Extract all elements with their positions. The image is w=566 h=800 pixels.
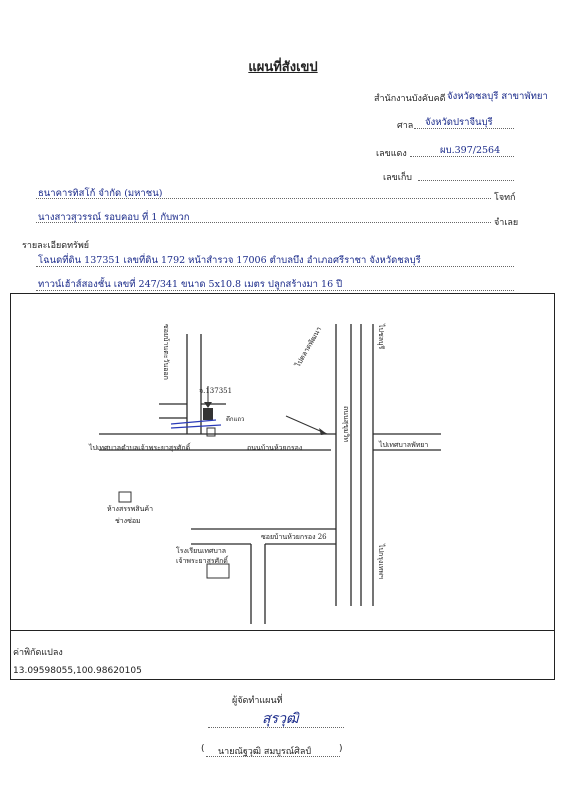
case-red-label: เลขแดง [376, 149, 407, 159]
property-marker [203, 408, 213, 420]
soi-top-label: ซอยบ้านตะวันออก [162, 324, 170, 380]
property-section-label: รายละเอียดทรัพย์ [22, 241, 90, 251]
map-panel [10, 293, 555, 631]
coords-value: 13.09598055,100.98620105 [13, 666, 142, 676]
to-chonburi-label: ไปชลบุรี [377, 324, 385, 350]
page-title: แผนที่สังเขป [248, 60, 318, 75]
signature: สุรวุฒิ [262, 711, 299, 727]
coords-label: ค่าพิกัดแปลง [13, 648, 63, 658]
maker-name: นายณัฐวุฒิ สมบูรณ์ศิลป์ [218, 747, 312, 757]
office-label: สำนักงานบังคับคดี [374, 94, 446, 104]
road-main-right-label: ถนนบ้านห้วยกรอง [247, 444, 303, 452]
house-icon [207, 428, 215, 436]
plaintiff-role: โจทก์ [494, 193, 516, 203]
sketch-map [11, 294, 554, 630]
court-label: ศาล [397, 121, 414, 131]
property-line-1: โฉนดที่ดิน 137351 เลขที่ดิน 1792 หน้าสำรวจ 17006 ตำบลบึง อำเภอศรีราชา จังหวัดชลบุรี [38, 255, 421, 266]
case-black-label: เลขเก็บ [383, 173, 412, 183]
name-close-paren: ) [339, 744, 343, 754]
plaintiff-name: ธนาคารทิสโก้ จำกัด (มหาชน) [38, 188, 163, 199]
soi-bottom-label: ซอยบ้านห้วยกรอง 26 [261, 533, 327, 541]
coords-panel [10, 629, 555, 680]
village-label: ตึกแถว [226, 416, 245, 423]
office-value: จังหวัดชลบุรี สาขาพัทยา [447, 91, 548, 102]
to-bangkok-label: ไปกรุงเทพฯ [377, 544, 385, 579]
hwy-right-label: ไปเทศบาลพัทยา [379, 441, 429, 449]
road-to-market-label: ไปตลาดพัฒนา [293, 325, 324, 369]
landmark-2b-label: เจ้าพระยาสุรศักดิ์ [176, 557, 228, 565]
landmark-1-box [119, 492, 131, 502]
defendant-role: จำเลย [494, 218, 519, 228]
maker-label: ผู้จัดทำแผนที่ [232, 696, 283, 706]
case-red-value: ผบ.397/2564 [440, 145, 501, 156]
deed-label: จ.137351 [199, 387, 233, 395]
road-main-left-label: ไปเทศบาลตำบลเจ้าพระยาสุรศักดิ์ [89, 444, 191, 452]
landmark-1b-label: ช่างซ่อม [115, 517, 141, 525]
landmark-1-label: ห้างสรรพสินค้า [107, 505, 154, 513]
property-line-2: ทาวน์เฮ้าส์สองชั้น เลขที่ 247/341 ขนาด 5x10.8 เมตร ปลูกสร้างมา 16 ปี [38, 279, 343, 290]
landmark-2-label: โรงเรียนเทศบาล [176, 547, 227, 555]
arrow-icon [204, 402, 212, 408]
defendant-name: นางสาวสุวรรณ์ รอบคอบ ที่ 1 กับพวก [38, 212, 190, 223]
court-value: จังหวัดปราจีนบุรี [425, 117, 493, 128]
hwy-vertical-label: ถนนสุขุมวิท [342, 406, 350, 443]
name-open-paren: ( [201, 744, 205, 754]
